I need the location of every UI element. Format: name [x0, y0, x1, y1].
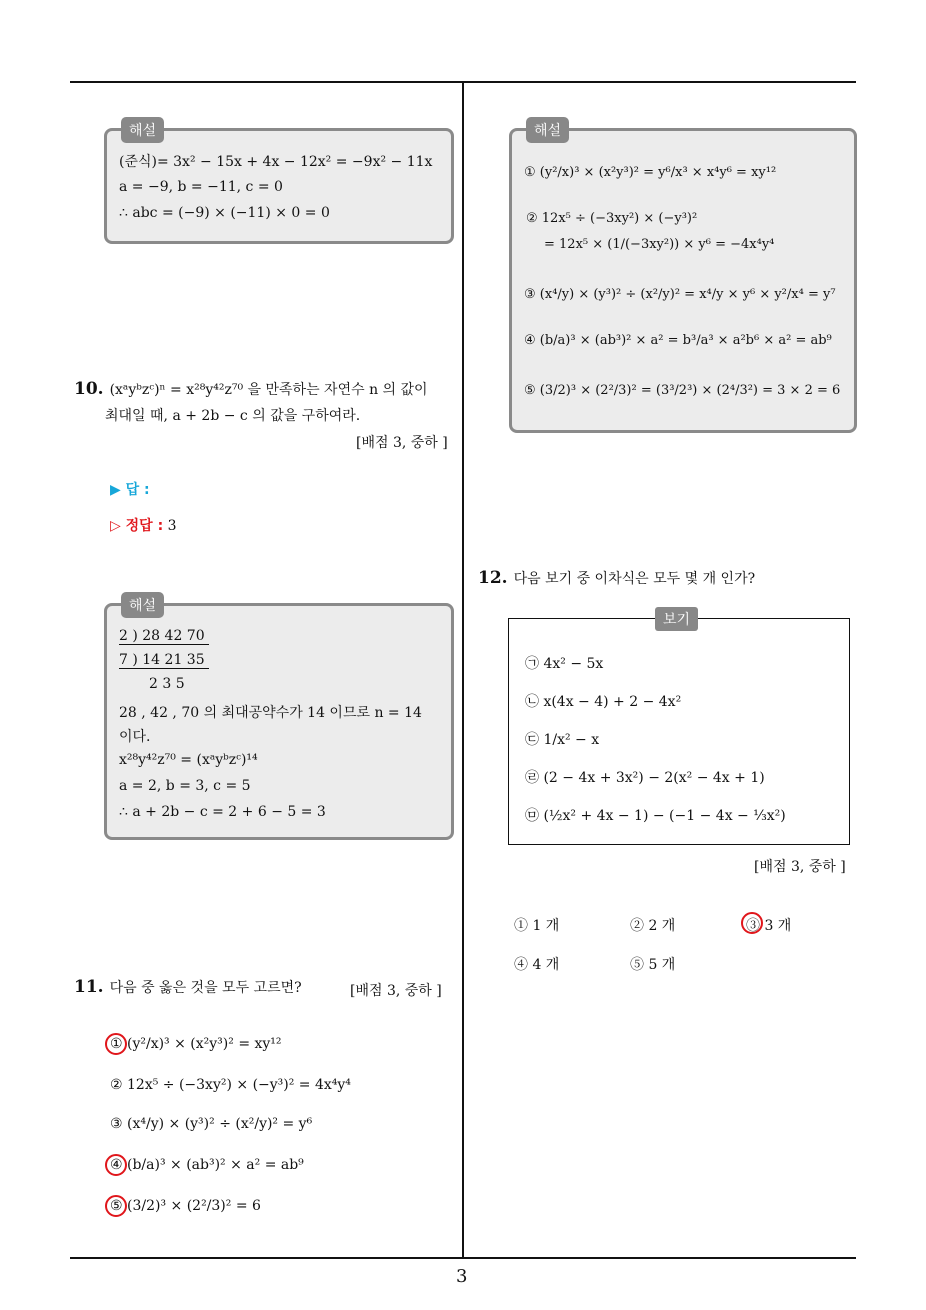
solution-line: (준식)= 3x² − 15x + 4x − 12x² = −9x² − 11x — [119, 154, 433, 170]
choice-1: ① 1 개 — [514, 918, 560, 934]
division-row: 7 ) 14 21 35 — [119, 652, 209, 669]
question-text: 다음 중 옳은 것을 모두 고르면? — [109, 980, 302, 996]
question-11 — [74, 974, 302, 1001]
solution-line: ② 12x⁵ ÷ (−3xy²) × (−y³)² — [526, 211, 698, 226]
option-5: ⑤ (3/2)³ × (2²/3)² = 6 — [110, 1198, 261, 1214]
question-text: 최대일 때, a + 2b − c 의 값을 구하여라. — [105, 408, 361, 424]
solution-line: ∴ abc = (−9) × (−11) × 0 = 0 — [119, 205, 330, 221]
score-label: [배점 3, 중하 ] — [356, 435, 448, 451]
solution-line: ∴ a + 2b − c = 2 + 6 − 5 = 3 — [119, 804, 326, 820]
selected-mark-circle — [105, 1195, 127, 1217]
bogi-item: ㉣ (2 − 4x + 3x²) − 2(x² − 4x + 1) — [525, 770, 765, 786]
option-2: ② 12x⁵ ÷ (−3xy²) × (−y³)² = 4x⁴y⁴ — [110, 1077, 351, 1093]
selected-mark-circle — [105, 1033, 127, 1055]
selected-mark-circle — [741, 912, 763, 934]
question-number: 10. — [74, 379, 104, 399]
option-1: ① (y²/x)³ × (x²y³)² = xy¹² — [110, 1036, 282, 1052]
solution-line: ④ (b/a)³ × (ab³)² × a² = b³/a³ × a²b⁶ × a² = ab⁹ — [524, 333, 832, 348]
solution-tag: 해설 — [121, 592, 164, 618]
correct-answer-value: 3 — [167, 518, 177, 534]
solution-line: 28 , 42 , 70 의 최대공약수가 14 이므로 n = 14 — [119, 705, 422, 721]
question-text: 다음 보기 중 이차식은 모두 몇 개 인가? — [513, 571, 756, 587]
question-number: 12. — [478, 568, 508, 588]
bogi-tag: 보기 — [655, 607, 698, 631]
selected-mark-circle — [105, 1154, 127, 1176]
division-row: 2 3 5 — [149, 676, 185, 692]
option-3: ③ (x⁴/y) × (y³)² ÷ (x²/y)² = y⁶ — [110, 1116, 313, 1132]
page-number: 3 — [456, 1266, 468, 1287]
question-12 — [478, 565, 755, 592]
bottom-rule — [70, 1257, 856, 1259]
correct-answer — [110, 515, 177, 535]
bogi-item: ㉤ (½x² + 4x − 1) − (−1 − 4x − ⅓x²) — [525, 808, 786, 824]
solution-line: ① (y²/x)³ × (x²y³)² = y⁶/x³ × x⁴y⁶ = xy¹² — [524, 165, 777, 180]
score-label: [배점 3, 중하 ] — [754, 859, 846, 875]
bogi-item: ㉡ x(4x − 4) + 2 − 4x² — [525, 694, 682, 710]
bogi-item: ㉢ 1/x² − x — [525, 732, 600, 748]
solution-box-prev — [104, 123, 454, 244]
solution-line: = 12x⁵ × (1/(−3xy²)) × y⁶ = −4x⁴y⁴ — [544, 237, 775, 252]
score-label: [배점 3, 중하 ] — [350, 983, 442, 999]
question-10 — [74, 376, 460, 429]
division-row: 2 ) 28 42 70 — [119, 628, 209, 645]
question-number: 11. — [74, 977, 104, 997]
question-text: (xᵃyᵇzᶜ)ⁿ = x²⁸y⁴²z⁷⁰ 을 만족하는 자연수 n 의 값이 — [109, 382, 428, 398]
solution-line: 이다. — [119, 729, 151, 745]
choice-3: ③ 3 개 — [746, 918, 792, 934]
solution-box-11 — [509, 123, 857, 433]
solution-box-10 — [104, 598, 454, 840]
bogi-box — [508, 612, 850, 845]
choice-4: ④ 4 개 — [514, 957, 560, 973]
column-divider — [462, 82, 464, 1258]
solution-tag: 해설 — [526, 117, 569, 143]
choice-5: ⑤ 5 개 — [630, 957, 676, 973]
solution-line: a = 2, b = 3, c = 5 — [119, 778, 251, 794]
solution-tag: 해설 — [121, 117, 164, 143]
correct-answer-label: ▷ 정답 : — [110, 518, 164, 534]
bogi-item: ㉠ 4x² − 5x — [525, 656, 604, 672]
solution-line: ③ (x⁴/y) × (y³)² ÷ (x²/y)² = x⁴/y × y⁶ × y²/x⁴ = y⁷ — [524, 287, 836, 302]
solution-line: ⑤ (3/2)³ × (2²/3)² = (3³/2³) × (2⁴/3²) = 3 × 2 = 6 — [524, 383, 841, 398]
option-4: ④ (b/a)³ × (ab³)² × a² = ab⁹ — [110, 1157, 304, 1173]
choice-2: ② 2 개 — [630, 918, 676, 934]
solution-line: x²⁸y⁴²z⁷⁰ = (xᵃyᵇzᶜ)¹⁴ — [119, 752, 258, 768]
solution-line: a = −9, b = −11, c = 0 — [119, 179, 283, 195]
answer-prompt: ▶ 답 : — [110, 482, 150, 498]
